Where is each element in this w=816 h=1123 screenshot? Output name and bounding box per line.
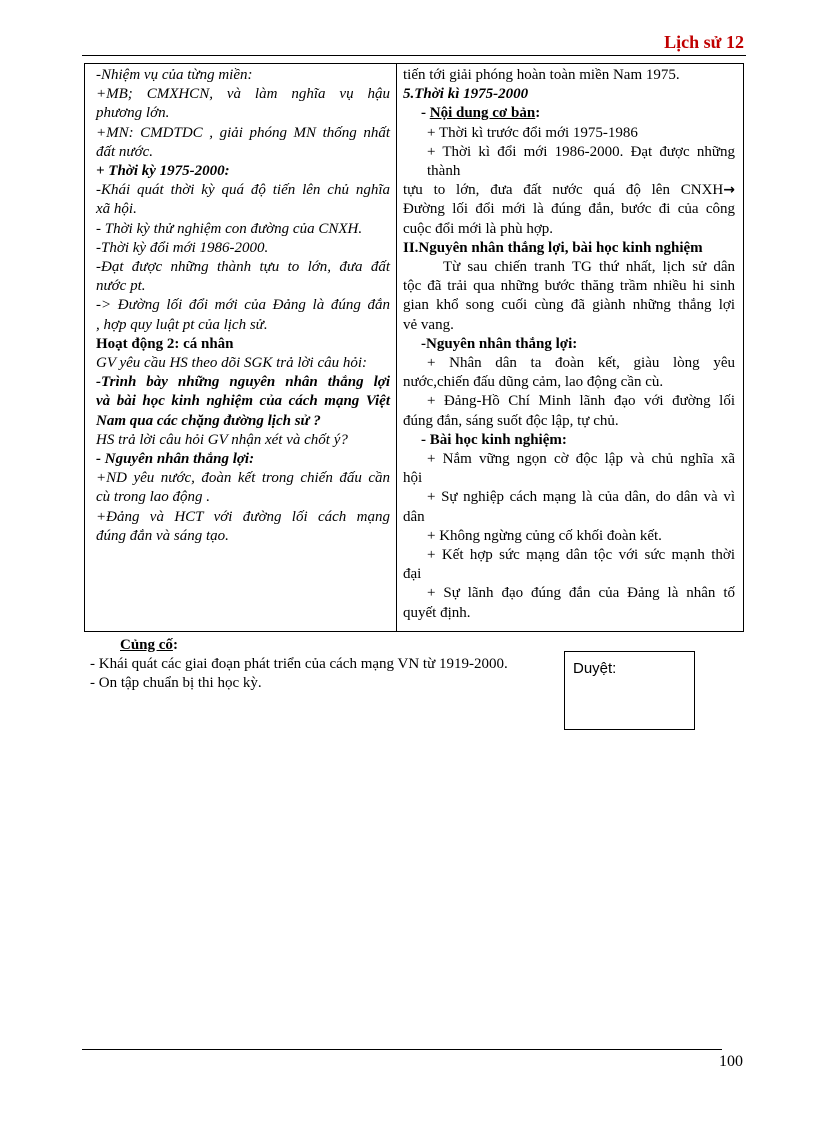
consolidation-section: [90, 636, 560, 694]
left-column-line: Nam qua các chặng đường lịch sử ?: [96, 412, 321, 429]
lesson-table: [84, 63, 744, 632]
right-column-line: vẻ vang.: [403, 316, 454, 333]
left-column-line: + Thời kỳ 1975-2000:: [96, 163, 230, 180]
teacher-activity-column: [85, 64, 397, 631]
left-column-line: +ND yêu nước, đoàn kết trong chiến đấu cần: [96, 470, 390, 487]
left-column-line: - Nguyên nhân thắng lợi:: [96, 451, 255, 468]
right-column-line: + Nắm vững ngọn cờ độc lập và chủ nghĩa xã: [427, 451, 735, 468]
right-column-line: -Nguyên nhân thắng lợi:: [421, 335, 578, 352]
consolidation-item: - On tập chuẩn bị thi học kỳ.: [90, 675, 262, 692]
right-column-line: hội: [403, 470, 423, 487]
left-column-line: -> Đường lối đổi mới của Đảng là đúng đắn: [96, 297, 390, 314]
right-column-line: - Nội dung cơ bản:: [421, 105, 541, 122]
right-column-line: đúng đắn, sáng suốt độc lập, tự chủ.: [403, 412, 619, 429]
right-column-line: + Đảng-Hồ Chí Minh lãnh đạo với đường lối: [427, 393, 735, 410]
right-column-line: 5.Thời kì 1975-2000: [403, 86, 529, 103]
left-column-line: phương lớn.: [96, 105, 170, 122]
right-column-line: quyết định.: [403, 604, 471, 621]
right-column-line: - Bài học kinh nghiệm:: [421, 431, 567, 448]
left-column-line: nước pt.: [96, 278, 146, 295]
left-column-line: xã hội.: [96, 201, 137, 218]
content-column: [397, 64, 743, 631]
page-number: 100: [719, 1053, 743, 1070]
right-column-line: + Thời kì trước đổi mới 1975-1986: [427, 124, 638, 141]
left-column-line: đất nước.: [96, 143, 154, 160]
right-column-line: dân: [403, 508, 425, 525]
right-column-line: + Thời kì đổi mới 1986-2000. Đạt được những thành: [427, 143, 735, 180]
left-column-line: +MN: CMDTDC , giải phóng MN thống nhất: [96, 124, 390, 141]
right-column-line: tựu to lớn, đưa đất nước quá độ lên CNXH→: [403, 182, 735, 199]
right-column-line: nước,chiến đấu dũng cảm, lao động cần cù.: [403, 374, 664, 391]
left-column-line: HS trả lời câu hỏi GV nhận xét và chốt ý?: [96, 431, 348, 448]
right-column-line: tộc đã trải qua những bước thăng trầm nhiều hi sinh: [403, 278, 735, 295]
left-column-line: Hoạt động 2: cá nhân: [96, 335, 234, 352]
right-column-line: gian khổ song cuối cùng đã giành những thắng lợi: [403, 297, 735, 314]
consolidation-title: Củng cố:: [120, 637, 178, 653]
left-column-line: - Thời kỳ thử nghiệm con đường của CNXH.: [96, 220, 363, 237]
left-column-line: GV yêu cầu HS theo dõi SGK trả lời câu hỏi:: [96, 355, 368, 372]
page-title: Lịch sử 12: [664, 32, 744, 52]
header-rule: [82, 55, 746, 56]
left-column-line: và bài học kinh nghiệm của cách mạng Việt: [96, 393, 390, 410]
right-column-line: tiến tới giải phóng hoàn toàn miền Nam 1975.: [403, 67, 680, 83]
left-column-line: đúng đắn và sáng tạo.: [96, 527, 229, 544]
left-column-line: +MB; CMXHCN, và làm nghĩa vụ hậu: [96, 86, 390, 103]
right-column-line: Từ sau chiến tranh TG thứ nhất, lịch sử dân: [443, 259, 735, 276]
right-column-line: + Sự lãnh đạo đúng đắn của Đảng là nhân tố: [427, 585, 735, 602]
left-column-line: -Nhiệm vụ của từng miền:: [96, 67, 253, 83]
right-column-line: cuộc đổi mới là phù hợp.: [403, 220, 554, 237]
right-column-line: đại: [403, 566, 422, 583]
right-column-line: + Nhân dân ta đoàn kết, giàu lòng yêu: [427, 355, 735, 372]
right-column-line: + Sự nghiệp cách mạng là của dân, do dân và vì: [427, 489, 735, 506]
right-column-line: Đường lối đổi mới là đúng đắn, bước đi của công: [403, 201, 735, 218]
approval-label: Duyệt:: [573, 660, 617, 677]
right-column-line: + Kết hợp sức mạng dân tộc với sức mạnh thời: [427, 547, 735, 564]
left-column-line: -Thời kỳ đổi mới 1986-2000.: [96, 239, 269, 256]
left-column-line: cù trong lao động .: [96, 489, 211, 506]
left-column-line: , hợp quy luật pt của lịch sử.: [96, 316, 268, 333]
arrow-icon: →: [723, 182, 735, 199]
left-column-line: -Trình bày những nguyên nhân thắng lợi: [96, 374, 390, 391]
consolidation-item: - Khái quát các giai đoạn phát triển của cách mạng VN từ 1919-2000.: [90, 656, 508, 673]
approval-box: [564, 651, 695, 730]
left-column-line: +Đảng và HCT với đường lối cách mạng: [96, 508, 390, 525]
left-column-line: -Đạt được những thành tựu to lớn, đưa đất: [96, 259, 390, 276]
left-column-line: -Khái quát thời kỳ quá độ tiến lên chủ nghĩa: [96, 182, 390, 199]
footer-rule: [82, 1049, 722, 1050]
right-column-line: II.Nguyên nhân thắng lợi, bài học kinh nghiệm: [403, 239, 703, 256]
right-column-line: + Không ngừng củng cố khối đoàn kết.: [427, 527, 662, 544]
